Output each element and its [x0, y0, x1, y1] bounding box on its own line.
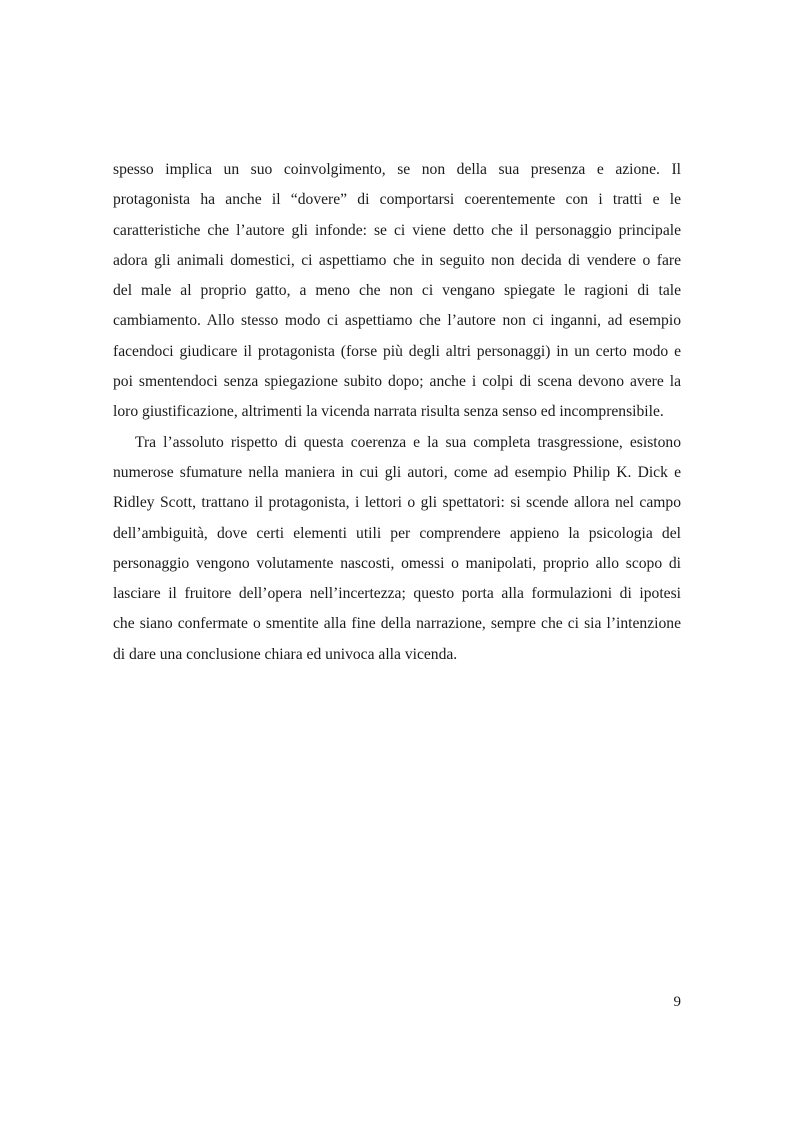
- paragraph-line: numerose sfumature nella maniera in cui gli autori, come ad esempio Philip K. Dick e: [113, 463, 681, 481]
- paragraph-line: che siano confermate o smentite alla fine della narrazione, sempre che ci sia l’intenzione: [113, 615, 681, 633]
- paragraph-line: lasciare il fruitore dell’opera nell’incertezza; questo porta alla formulazioni di ipotesi: [113, 585, 681, 603]
- paragraph-line: protagonista ha anche il “dovere” di comportarsi coerentemente con i tratti e le: [113, 191, 681, 209]
- paragraph-line: poi smentendoci senza spiegazione subito dopo; anche i colpi di scena devono avere la: [113, 373, 681, 391]
- body-text: [113, 155, 681, 670]
- paragraph-line: Ridley Scott, trattano il protagonista, i lettori o gli spettatori: si scende allora nel campo: [113, 494, 681, 512]
- paragraph-line: del male al proprio gatto, a meno che non ci vengano spiegate le ragioni di tale: [113, 282, 681, 300]
- paragraph-line: cambiamento. Allo stesso modo ci aspettiamo che l’autore non ci inganni, ad esempio: [113, 312, 681, 330]
- paragraph-line: di dare una conclusione chiara ed univoca alla vicenda.: [113, 645, 458, 663]
- paragraph-2: [113, 428, 681, 670]
- paragraph-line: dell’ambiguità, dove certi elementi utili per comprendere appieno la psicologia del: [113, 524, 681, 542]
- paragraph-line: adora gli animali domestici, ci aspettiamo che in seguito non decida di vendere o fare: [113, 251, 681, 269]
- paragraph-line: spesso implica un suo coinvolgimento, se non della sua presenza e azione. Il: [113, 161, 681, 178]
- paragraph-line: loro giustificazione, altrimenti la vicenda narrata risulta senza senso ed incomprensibile.: [113, 403, 664, 421]
- page-number: 9: [673, 994, 681, 1010]
- paragraph-line: personaggio vengono volutamente nascosti, omessi o manipolati, proprio allo scopo di: [113, 554, 681, 572]
- paragraph-line: caratteristiche che l’autore gli infonde: se ci viene detto che il personaggio principale: [113, 221, 681, 239]
- paragraph-line: Tra l’assoluto rispetto di questa coerenza e la sua completa trasgressione, esistono: [135, 433, 681, 451]
- paragraph-line: facendoci giudicare il protagonista (forse più degli altri personaggi) in un certo modo e: [113, 342, 681, 360]
- paragraph-1: [113, 155, 681, 428]
